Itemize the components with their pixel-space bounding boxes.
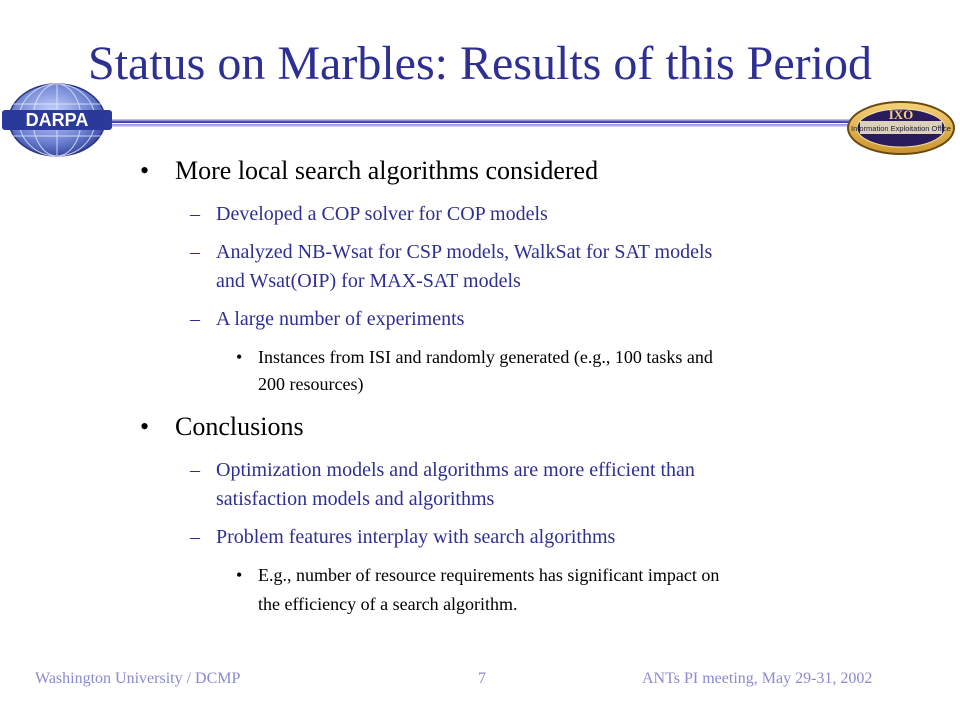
- sub-bullet-marker: –: [190, 241, 200, 263]
- footer-event: ANTs PI meeting, May 29-31, 2002: [642, 670, 873, 687]
- sub-sub-bullet-marker: •: [236, 565, 243, 585]
- sub-bullet-text: Developed a COP solver for COP models: [216, 203, 548, 225]
- ixo-logo-mark: IXO: [888, 107, 914, 122]
- bullet-marker: •: [140, 412, 150, 441]
- sub-sub-bullet-text: E.g., number of resource requirements has significant impact on: [258, 565, 720, 585]
- sub-bullet-marker: –: [190, 203, 200, 225]
- sub-bullet-text: A large number of experiments: [216, 308, 465, 330]
- bullet-marker: •: [140, 156, 150, 185]
- footer-page-number: 7: [478, 670, 486, 687]
- slide-title: Status on Marbles: Results of this Period: [88, 37, 872, 90]
- sub-bullet-text: satisfaction models and algorithms: [216, 488, 495, 510]
- sub-bullet-text: Optimization models and algorithms are more efficient than: [216, 459, 695, 481]
- sub-bullet-text: Analyzed NB-Wsat for CSP models, WalkSat for SAT models: [216, 241, 713, 263]
- bullet-text: Conclusions: [175, 412, 304, 441]
- footer-organization: Washington University / DCMP: [35, 670, 241, 687]
- sub-bullet-text: Problem features interplay with search algorithms: [216, 526, 616, 548]
- sub-sub-bullet-marker: •: [236, 347, 243, 367]
- sub-bullet-marker: –: [190, 526, 200, 548]
- sub-sub-bullet-text: the efficiency of a search algorithm.: [258, 594, 518, 614]
- sub-bullet-marker: –: [190, 308, 200, 330]
- sub-sub-bullet-text: 200 resources): [258, 374, 364, 394]
- darpa-logo-text: DARPA: [25, 110, 89, 130]
- sub-bullet-marker: –: [190, 459, 200, 481]
- ixo-logo-text: Information Exploitation Office: [851, 124, 951, 133]
- sub-bullet-text: and Wsat(OIP) for MAX-SAT models: [216, 270, 521, 292]
- bullet-text: More local search algorithms considered: [175, 156, 599, 185]
- sub-sub-bullet-text: Instances from ISI and randomly generated (e.g., 100 tasks and: [258, 347, 713, 367]
